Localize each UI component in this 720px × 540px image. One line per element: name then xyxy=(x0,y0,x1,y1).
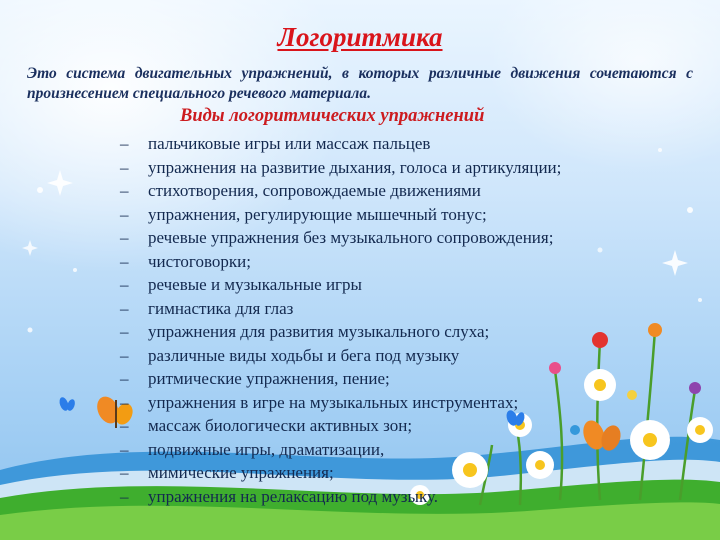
list-item: – чистоговорки; xyxy=(120,250,561,274)
list-item: – мимические упражнения; xyxy=(120,461,561,485)
list-item: – массаж биологически активных зон; xyxy=(120,414,561,438)
list-item: – ритмические упражнения, пение; xyxy=(120,367,561,391)
section-subtitle: Виды логоритмических упражнений xyxy=(180,106,485,126)
list-item: – упражнения в игре на музыкальных инструментах; xyxy=(120,391,561,415)
exercise-list xyxy=(120,132,561,508)
intro-text: Это система двигательных упражнений, в которых различные движения сочетаются с произнесением специального речевого материала. xyxy=(27,65,693,102)
list-item: – гимнастика для глаз xyxy=(120,297,561,321)
list-item: – подвижные игры, драматизации, xyxy=(120,438,561,462)
list-item: – упражнения на релаксацию под музыку. xyxy=(120,485,561,509)
list-item: – различные виды ходьбы и бега под музыку xyxy=(120,344,561,368)
list-item: – упражнения, регулирующие мышечный тонус; xyxy=(120,203,561,227)
list-item: – речевые и музыкальные игры xyxy=(120,273,561,297)
list-item: – стихотворения, сопровождаемые движениями xyxy=(120,179,561,203)
list-item: – упражнения на развитие дыхания, голоса и артикуляции; xyxy=(120,156,561,180)
list-item: – речевые упражнения без музыкального сопровождения; xyxy=(120,226,561,250)
flower-icon xyxy=(549,323,701,435)
list-item: – упражнения для развития музыкального слуха; xyxy=(120,320,561,344)
list-item: – пальчиковые игры или массаж пальцев xyxy=(120,132,561,156)
page-title: Логоритмика xyxy=(277,22,443,52)
